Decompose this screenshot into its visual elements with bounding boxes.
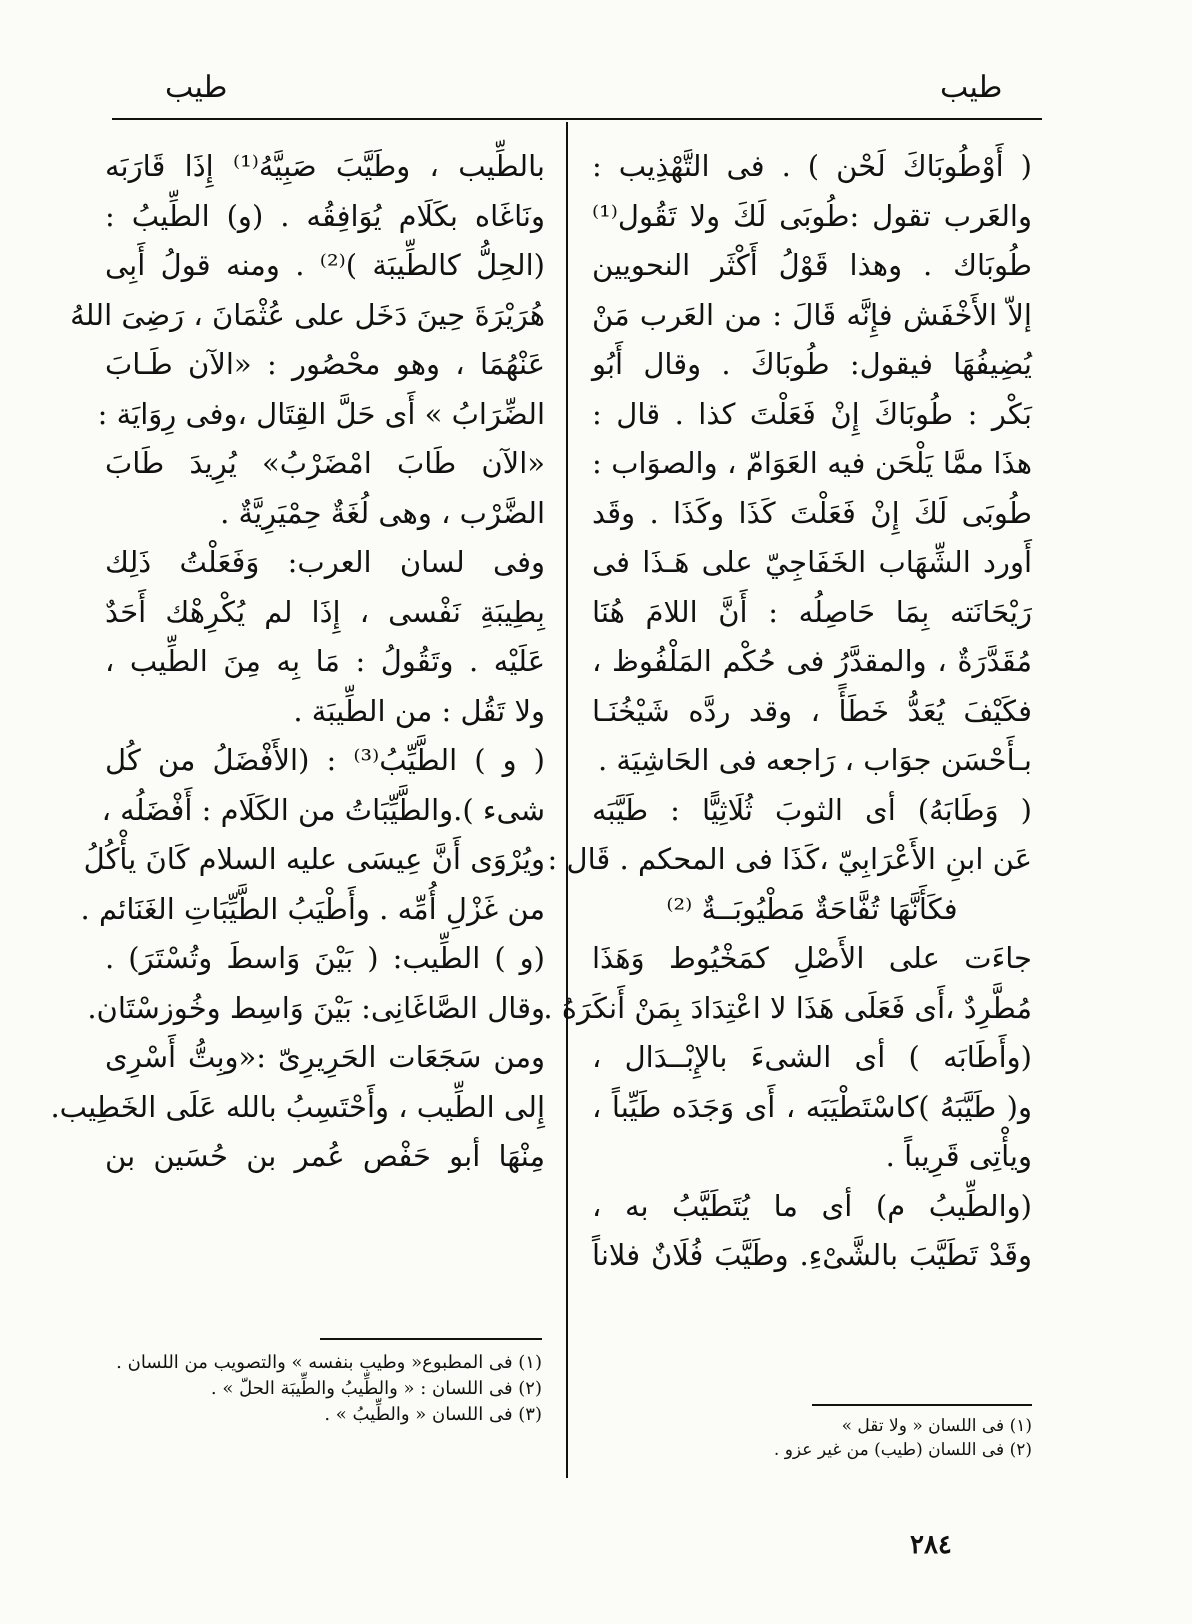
text-line: ( أَوْطُوبَاكَ لَحْن ) . فى التَّهْذِيب : xyxy=(592,149,1032,183)
text-line: مُقَدَّرَةٌ ، والمقدَّرُ فى حُكْم المَلْفُوظ ، xyxy=(592,644,1032,678)
text-line: بالطِّيب ، وطَيَّبَ صَبِيَّهُ⁽¹⁾ إِذَا قَارَبَه xyxy=(105,149,545,183)
header-keyword-right: طيب xyxy=(940,70,1003,105)
text-line: ( و ) الطَّيِّبُ⁽³⁾ : (الأَفْضَلُ من كُل xyxy=(105,743,545,777)
footnote-line: (٢) فى اللسان (طيب) من غير عزو . xyxy=(773,1440,1032,1460)
page-number: ٢٨٤ xyxy=(910,1530,952,1560)
text-line: أَورد الشِّهَاب الخَفَاجِيّ على هَـذَا فى xyxy=(592,545,1032,579)
footnotes-left xyxy=(116,1350,542,1428)
header-rule xyxy=(112,118,1042,120)
text-line: يُضِيفُهَا فيقول: طُوبَاكَ . وقال أَبُو xyxy=(592,347,1032,381)
text-line: بَكْر : طُوبَاكَ إِنْ فَعَلْتَ كذا . قال : xyxy=(592,396,1032,431)
footnotes-right xyxy=(700,1414,1032,1462)
text-line: و( طَيَّبَهُ )كاسْتَطْيَبَه ، أَى وَجَدَه طَيِّباً ، xyxy=(592,1089,1032,1124)
text-line: ولا تَقُل : من الطِّيبَة . xyxy=(293,693,545,728)
text-line: فكَيْفَ يُعَدُّ خَطَأً ، وقد ردَّه شَيْخُنَـا xyxy=(592,693,1032,728)
footnote-rule-left xyxy=(320,1338,542,1340)
text-line: فكَأَنَّهَا تُفَّاحَةٌ مَطْيُوبَــةٌ ⁽²⁾ xyxy=(666,891,958,926)
text-line: إِلى الطِّيب ، وأَحْتَسِبُ بالله عَلَى الخَطِيب. xyxy=(50,1089,545,1124)
text-line: وفى لسان العرب: وَفَعَلْتُ ذَلِك xyxy=(105,545,545,579)
right-text-column xyxy=(543,142,1032,1281)
text-line: «الآن طَابَ امْضَرْبُ» يُرِيدَ طَابَ xyxy=(105,446,545,480)
text-line: عَلَيْه . وتَقُولُ : مَا بِه مِنَ الطِّيب ، xyxy=(105,644,545,678)
text-line: رَيْحَانَته بِمَا حَاصِلُه : أَنَّ اللامَ هُنَا xyxy=(592,594,1032,629)
text-line: (وأَطَابَه ) أى الشىءَ بالإِبْــدَال ، xyxy=(592,1040,1032,1074)
text-line: ويُرْوَى أَنَّ عِيسَى عليه السلام كَانَ يأْكُلُ xyxy=(83,842,545,876)
column-divider xyxy=(566,122,568,1478)
text-line: ونَاغَاه بكَلَام يُوَافِقُه . (و) الطِّيبُ : xyxy=(105,198,545,233)
header-keyword-left: طيب xyxy=(165,70,228,105)
text-line: طُوبَاك . وهذا قَوْلُ أَكْثَر النحويين xyxy=(592,248,1032,282)
text-line: وقَدْ تَطَيَّبَ بالشَّىْءِ. وطَيَّبَ فُلَانٌ فلاناً xyxy=(592,1238,1032,1272)
text-line: إلاّ الأَخْفَش فإِنَّه قَالَ : من العَرب مَنْ xyxy=(592,297,1032,332)
text-line: مِنْهَا أبو حَفْص عُمر بن حُسَين بن xyxy=(105,1139,545,1173)
text-line: عَنْهُمَا ، وهو محْصُور : «الآن طَـابَ xyxy=(105,347,545,381)
footnote-line: (١) فى اللسان « ولا تقل » xyxy=(841,1416,1032,1436)
text-line: (والطِّيبُ م) أى ما يُتَطَيَّبُ به ، xyxy=(592,1188,1032,1223)
footnote-rule-right xyxy=(812,1404,1032,1406)
text-line: شىء ).والطَّيِّبَاتُ من الكَلَام : أَفْضَلُه ، xyxy=(101,792,545,827)
text-line: والعَرب تقول :طُوبَى لَكَ ولا تَقُول⁽¹⁾ xyxy=(592,198,1032,233)
text-line: مُطَّرِدٌ ،أَى فَعَلَى هَذَا لا اعْتِدَادَ بِمَنْ أَنكَرَهُ . xyxy=(543,990,1032,1025)
text-line: الضَّرْب ، وهى لُغَةٌ حِمْيَرِيَّةٌ . xyxy=(220,495,545,530)
text-line: من غَزْلِ أُمِّه . وأَطْيَبُ الطَّيِّبَاتِ الغَنَائم . xyxy=(80,891,545,926)
text-line: هُرَيْرَةَ حِينَ دَخَل على عُثْمَانَ ، رَضِىَ اللهُ xyxy=(70,297,545,332)
text-line: ويأْتِى قَرِيباً . xyxy=(885,1139,1032,1173)
text-line: وقال الصَّاغَانِى: بَيْنَ وَاسِط وخُوزسْتَان. xyxy=(87,990,545,1025)
text-line: بِطِيبَةِ نَفْسى ، إِذَا لم يُكْرِهْك أَحَدٌ xyxy=(105,594,545,629)
footnote-line: (١) فى المطبوع« وطيب بنفسه » والتصويب من اللسان . xyxy=(116,1352,542,1373)
footnote-line: (٢) فى اللسان : « والطِّيبُ والطِّيبَة الحلّ » . xyxy=(210,1378,542,1399)
text-line: عَن ابنِ الأَعْرَابِيّ ،كَذَا فى المحكم . قَال : xyxy=(547,842,1032,876)
text-line: ( وَطَابَهُ) أى الثوبَ ثُلَاثِيًّا : طَيَّبَه xyxy=(592,792,1032,827)
text-line: (الحِلُّ كالطِّيبَة )⁽²⁾ . ومنه قولُ أَبِى xyxy=(105,248,545,282)
text-line: ومن سَجَعَات الحَرِيرِىّ :«وبِتُّ أَسْرِى xyxy=(105,1040,545,1074)
text-line: الضِّرَابُ » أَى حَلَّ القِتَال ،وفى رِوَايَة : xyxy=(97,396,545,431)
text-line: (و ) الطِّيب: ( بَيْنَ وَاسطَ وتُسْتَرَ) . xyxy=(105,941,545,975)
text-line: هذَا ممَّا يَلْحَن فيه العَوَامّ ، والصوَاب : xyxy=(592,446,1032,480)
text-line: جاءَت على الأَصْلِ كمَخْيُوط وَهَذَا xyxy=(592,941,1032,975)
text-line: طُوبَى لَكَ إِنْ فَعَلْتَ كَذَا وكَذَا . وقَد xyxy=(592,495,1032,530)
text-line: بـأَحْسَن جوَاب ، رَاجعه فى الحَاشِيَة . xyxy=(597,743,1032,777)
footnote-line: (٣) فى اللسان « والطِّيبُ » . xyxy=(324,1404,542,1425)
left-text-column xyxy=(50,142,545,1182)
